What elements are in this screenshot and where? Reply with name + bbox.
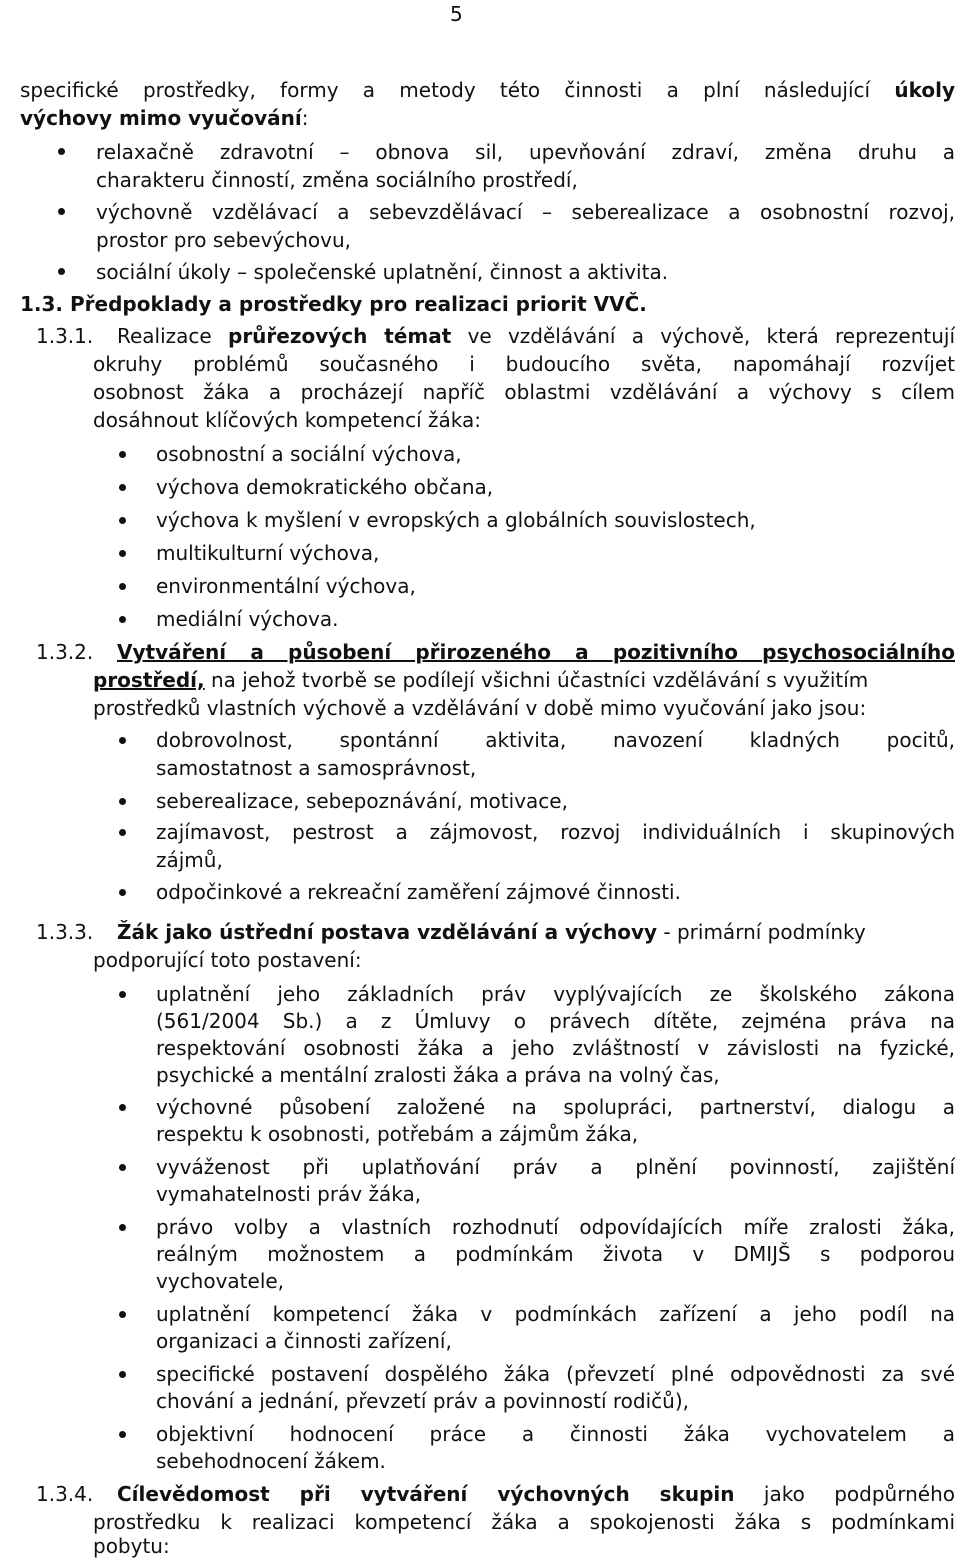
- s132-heading-text: Vytváření a působení přirozeného a pozitivního psychosociálního: [117, 640, 955, 664]
- s134-line-3: pobytu:: [93, 1534, 170, 1558]
- intro-line-1: [20, 76, 955, 104]
- bullet-dot-icon: [119, 517, 126, 524]
- intro-bullet-1-line-1: relaxačně zdravotní – obnova sil, upevňování zdraví, změna druhu a: [96, 140, 955, 164]
- s132-line-3: prostředků vlastních výchově a vzdělávání v době mimo vyučování jako jsou:: [93, 696, 867, 720]
- s132-line-2: [93, 666, 868, 694]
- bullet-dot-icon: [58, 148, 65, 155]
- s133-bullet-1-line-3: respektování osobnosti žáka a jeho zvláštností v závislosti na fyzické,: [156, 1036, 955, 1060]
- bullet-dot-icon: [119, 737, 126, 744]
- s132-bullet-4-line-1: odpočinkové a rekreační zaměření zájmové činnosti.: [156, 880, 681, 904]
- s132-bullet-2-line-1: seberealizace, sebepoznávání, motivace,: [156, 789, 568, 813]
- s133-bullet-1-line-4: psychické a mentální zralosti žáka a práva na volný čas,: [156, 1063, 720, 1087]
- intro-bullet-1-line-2: charakteru činností, změna sociálního prostředí,: [96, 168, 578, 192]
- s131-line-3: osobnost žáka a procházejí napříč oblastmi vzdělávání a výchovy s cílem: [93, 380, 955, 404]
- s133-line-2: podporující toto postavení:: [93, 948, 362, 972]
- s133-bullet-4-line-3: vychovatele,: [156, 1269, 285, 1293]
- bullet-dot-icon: [119, 1224, 126, 1231]
- s131-line-2: okruhy problémů současného i budoucího světa, napomáhají rozvíjet: [93, 352, 955, 376]
- s133-bullet-7-line-1: objektivní hodnocení práce a činnosti žáka vychovatelem a: [156, 1422, 955, 1446]
- bullet-dot-icon: [119, 616, 126, 623]
- bullet-dot-icon: [119, 1431, 126, 1438]
- bullet-dot-icon: [58, 208, 65, 215]
- s133-bullet-4-line-2: reálným možnostem a podmínkám života v DMIJŠ s podporou: [156, 1242, 955, 1266]
- intro-bullet-2-line-2: prostor pro sebevýchovu,: [96, 228, 352, 252]
- s132-bullet-3-line-2: zájmů,: [156, 848, 223, 872]
- bullet-dot-icon: [119, 829, 126, 836]
- s132-heading-end: prostředí,: [93, 668, 205, 692]
- s133-bullet-6-line-1: specifické postavení dospělého žáka (převzetí plné odpovědnosti za své: [156, 1362, 955, 1386]
- s133-heading: Žák jako ústřední postava vzdělávání a výchovy: [117, 920, 658, 944]
- s132-bullet-1-line-1: dobrovolnost, spontánní aktivita, navození kladných pocitů,: [156, 728, 955, 752]
- s131-bullet-1: osobnostní a sociální výchova,: [156, 442, 462, 466]
- s134-line-1: [117, 1480, 955, 1508]
- s131-bullet-4: multikulturní výchova,: [156, 541, 380, 565]
- s131-bullet-5: environmentální výchova,: [156, 574, 416, 598]
- bullet-dot-icon: [119, 1164, 126, 1171]
- s132-bullet-3-line-1: zajímavost, pestrost a zájmovost, rozvoj individuálních i skupinových: [156, 820, 955, 844]
- page-number: 5: [450, 2, 463, 26]
- s133-bullet-3-line-1: vyváženost při uplatňování práv a plnění povinností, zajištění: [156, 1155, 955, 1179]
- bullet-dot-icon: [119, 451, 126, 458]
- section-heading: [20, 290, 647, 318]
- s134-line-2: prostředku k realizaci kompetencí žáka a spokojenosti žáka s podmínkami: [93, 1510, 955, 1534]
- bullet-dot-icon: [119, 991, 126, 998]
- bullet-dot-icon: [119, 550, 126, 557]
- s133-heading-rest: - primární podmínky: [657, 920, 866, 944]
- s134-number: 1.3.4.: [36, 1482, 94, 1506]
- s133-bullet-1-line-2: (561/2004 Sb.) a z Úmluvy o právech dítěte, zejména práva na: [156, 1009, 955, 1033]
- intro-bullet-2-line-1: výchovně vzdělávací a sebevzdělávací – seberealizace a osobnostní rozvoj,: [96, 200, 955, 224]
- s132-bullet-1-line-2: samostatnost a samosprávnost,: [156, 756, 477, 780]
- bullet-dot-icon: [119, 798, 126, 805]
- s131-text-before: Realizace: [117, 324, 212, 348]
- intro-text: specifické prostředky, formy a metody této činnosti a plní následující: [20, 78, 871, 102]
- bullet-dot-icon: [119, 583, 126, 590]
- s131-line-1: [117, 322, 955, 350]
- s131-line-1-rest: ve vzdělávání a výchově, která reprezentují: [467, 324, 956, 348]
- intro-bold-vychovy: výchovy mimo vyučování: [20, 106, 302, 130]
- s133-bullet-5-line-1: uplatnění kompetencí žáka v podmínkách zařízení a jeho podíl na: [156, 1302, 955, 1326]
- s133-bullet-7-line-2: sebehodnocení žákem.: [156, 1449, 386, 1473]
- s132-line-2-rest: na jehož tvorbě se podílejí všichni účastníci vzdělávání s využitím: [204, 668, 869, 692]
- s131-number: 1.3.1.: [36, 324, 94, 348]
- s131-bullet-3: výchova k myšlení v evropských a globálních souvislostech,: [156, 508, 756, 532]
- intro-bullet-3-line-1: sociální úkoly – společenské uplatnění, činnost a aktivita.: [96, 260, 669, 284]
- s132-heading-line-1: [117, 638, 955, 666]
- s131-bullet-6: mediální výchova.: [156, 607, 339, 631]
- s133-bullet-6-line-2: chování a jednání, převzetí práv a povinností rodičů),: [156, 1389, 689, 1413]
- bullet-dot-icon: [58, 268, 65, 275]
- intro-line-2: [20, 104, 308, 132]
- s132-number: 1.3.2.: [36, 640, 94, 664]
- bullet-dot-icon: [119, 1311, 126, 1318]
- section-heading-text: 1.3. Předpoklady a prostředky pro realizaci priorit VVČ.: [20, 292, 647, 316]
- s133-line-1: [117, 918, 866, 946]
- s133-bullet-2-line-1: výchovné působení založené na spolupráci, partnerství, dialogu a: [156, 1095, 955, 1119]
- s133-bullet-4-line-1: právo volby a vlastních rozhodnutí odpovídajících míře zralosti žáka,: [156, 1215, 955, 1239]
- bullet-dot-icon: [119, 1104, 126, 1111]
- s133-bullet-5-line-2: organizaci a činnosti zařízení,: [156, 1329, 452, 1353]
- s133-bullet-3-line-2: vymahatelnosti práv žáka,: [156, 1182, 422, 1206]
- s134-heading: Cílevědomost při vytváření výchovných skupin: [117, 1482, 735, 1506]
- bullet-dot-icon: [119, 484, 126, 491]
- s133-bullet-1-line-1: uplatnění jeho základních práv vyplývajících ze školského zákona: [156, 982, 955, 1006]
- s134-line-1-rest: jako podpůrného: [734, 1482, 955, 1506]
- intro-bold-ukoly: úkoly: [894, 78, 955, 102]
- s131-line-4: dosáhnout klíčových kompetencí žáka:: [93, 408, 481, 432]
- bullet-dot-icon: [119, 1371, 126, 1378]
- s133-number: 1.3.3.: [36, 920, 94, 944]
- s131-bullet-2: výchova demokratického občana,: [156, 475, 494, 499]
- s133-bullet-2-line-2: respektu k osobnosti, potřebám a zájmům žáka,: [156, 1122, 639, 1146]
- intro-colon: :: [301, 106, 309, 130]
- bullet-dot-icon: [119, 889, 126, 896]
- s131-bold-term: průřezových témat: [228, 324, 452, 348]
